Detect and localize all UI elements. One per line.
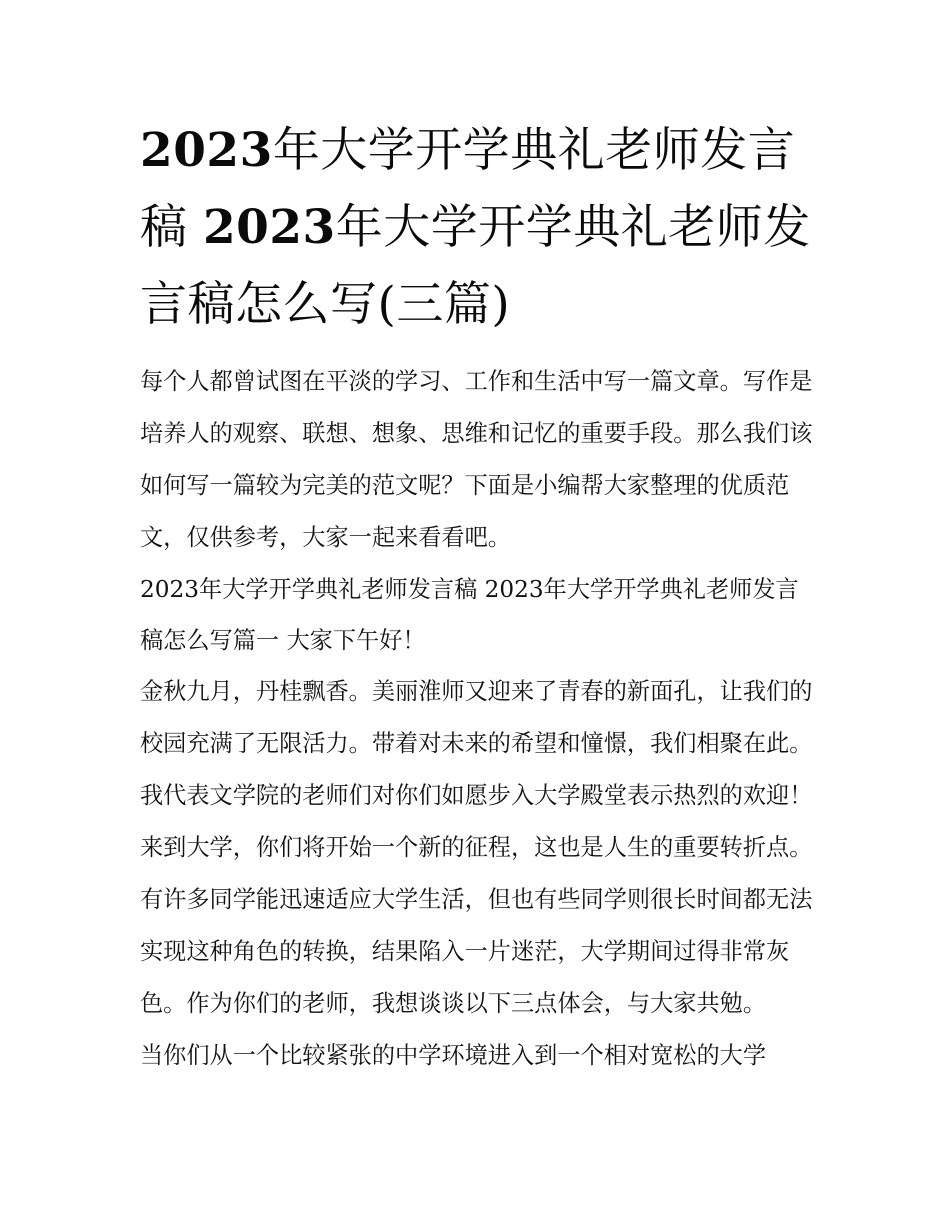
speech-paragraph: 金秋九月，丹桂飘香。美丽淮师又迎来了青春的新面孔，让我们的校园充满了无限活力。带着对未来的希望和憧憬，我们相聚在此。我代表文学院的老师们对你们如愿步入大学殿堂表示热烈的欢迎！来到大学，你们将开始一个新的征程，这也是人生的重要转折点。有许多同学能迅速适应大学生活，但也有些同学则很长时间都无法实现这种角色的转换，结果陷入一片迷茫，大学期间过得非常灰色。作为你们的老师，我想谈谈以下三点体会，与大家共勉。	[140, 678, 813, 1017]
document-title: 2023年大学开学典礼老师发言稿 2023年大学开学典礼老师发言稿怎么写(三篇)	[140, 123, 811, 332]
intro-paragraph: 每个人都曾试图在平淡的学习、工作和生活中写一篇文章。写作是培养人的观察、联想、想象、思维和记忆的重要手段。那么我们该如何写一篇较为完美的范文呢？下面是小编帮大家整理的优质范文，仅供参考，大家一起来看看吧。	[140, 368, 813, 551]
section-heading-paragraph: 2023年大学开学典礼老师发言稿 2023年大学开学典礼老师发言稿怎么写篇一 大家下午好！	[140, 576, 799, 654]
title-year: 2023	[140, 123, 273, 178]
document-body	[140, 356, 820, 1082]
title-year: 2023	[202, 200, 336, 255]
speech-paragraph-continued: 当你们从一个比较紧张的中学环境进入到一个相对宽松的大学	[140, 1042, 767, 1069]
